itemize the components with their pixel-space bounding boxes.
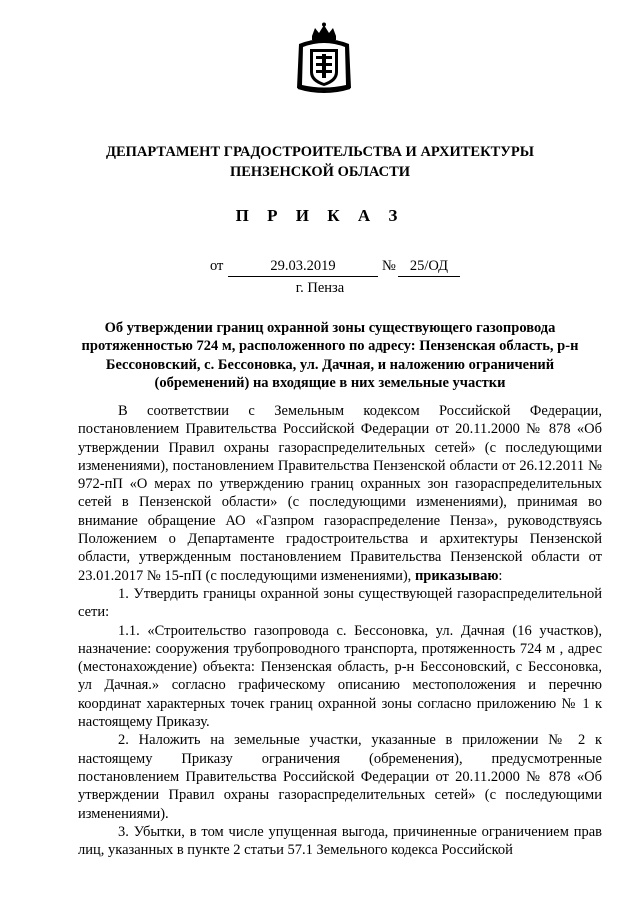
paragraph-item-2: 2. Наложить на земельные участки, указанные в приложении № 2 к настоящему Приказу ограничения (обременения), предусмотренные постановлением Правительства Российской Федерации от 20.11.2000 № 878 «Об утверждении Правил охраны газораспределительных сетей» (с последующими изменениями). — [78, 732, 602, 822]
date-label: от — [210, 258, 224, 274]
order-body — [78, 402, 602, 859]
preamble-text: В соответствии с Земельным кодексом Российской Федерации, постановлением Правительства Российской Федерации от 20.11.2000 № 878 «Об утверждении Правил охраны газораспределительных сетей» (с последующими изменениями), постановлением Правительства Пензенской области от 26.12.2011 № 972-пП «О мерах по утверждению границ охранных зон газораспределительных сетей в Пензенской области» (с последующими изменениями), принимая во внимание обращение АО «Газпром газораспределение Пенза», руководствуясь Положением о Департаменте градостроительства и архитектуры Пензенской области, утвержденным постановлением Правительства Пензенской области от 23.01.2017 № 15-пП (с последующими изменениями), — [78, 403, 602, 584]
coat-of-arms-emblem — [295, 22, 353, 94]
paragraph-item-1-1: 1.1. «Строительство газопровода с. Бессоновка, ул. Дачная (16 участков), назначение: сооружения трубопроводного транспорта, протяженность 724 м , адрес (местонахождение) объекта: Пензенская область, р-н Бессоновский, с Бессоновка, ул Дачная.» согласно графическому описанию местоположения и перечню координат характерных точек границ охранной зоны согласно приложению № 1 к настоящему Приказу. — [78, 622, 602, 731]
paragraph-item-3: 3. Убытки, в том числе упущенная выгода, причиненные ограничением прав лиц, указанных в пункте 2 статьи 57.1 Земельного кодекса Российской — [78, 823, 602, 859]
order-title: П Р И К А З — [235, 206, 405, 225]
paragraph-preamble — [78, 402, 602, 585]
order-date: 29.03.2019 — [228, 256, 378, 277]
city: г. Пенза — [295, 280, 345, 296]
paragraph-item-1: 1. Утвердить границы охранной зоны существующей газораспределительной сети: — [78, 585, 602, 621]
department-name-line1: ДЕПАРТАМЕНТ ГРАДОСТРОИТЕЛЬСТВА И АРХИТЕКТУРЫ — [105, 144, 535, 160]
order-subject: Об утверждении границ охранной зоны существующего газопровода протяженностью 724 м, расположенного по адресу: Пензенская область, р-н Бессоновский, с. Бессоновка, ул. Дачная, и наложению ограничений (обременений) на входящие в них земельные участки — [81, 320, 579, 391]
number-label: № — [382, 258, 396, 274]
order-number: 25/ОД — [398, 256, 460, 277]
preamble-colon: : — [498, 567, 503, 584]
order-verb: приказываю — [414, 567, 499, 584]
department-name-line2: ПЕНЗЕНСКОЙ ОБЛАСТИ — [229, 164, 411, 180]
